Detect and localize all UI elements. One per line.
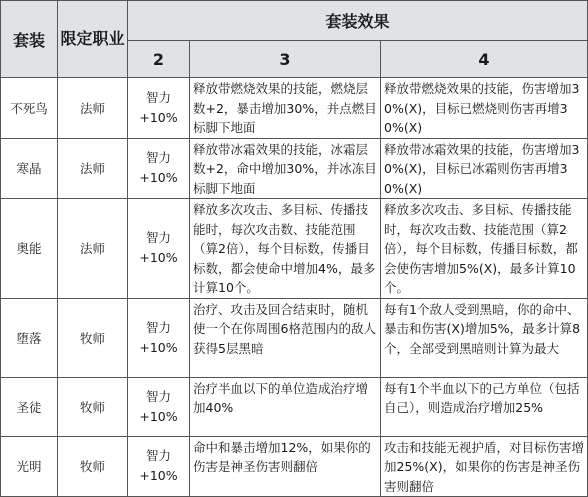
stat-value: +10% bbox=[139, 109, 178, 125]
stat-bonus bbox=[128, 138, 190, 199]
table-row bbox=[1, 298, 588, 377]
class-name: 牧师 bbox=[58, 298, 128, 377]
effect-3-piece: 命中和暴击增加12%，如果你的伤害是神圣伤害则翻倍 bbox=[190, 436, 381, 497]
table-row bbox=[1, 199, 588, 299]
stat-label: 智力 bbox=[145, 388, 171, 404]
effect-4-piece: 释放带冰霜效果的技能，伤害增加30%(X)，目标已冰霜则伤害再增30%(X) bbox=[381, 138, 588, 199]
header-piece-4: 4 bbox=[381, 41, 588, 78]
effect-3-piece: 释放带冰霜效果的技能，冰霜层数+2，命中增加30%，并冰冻目标脚下地面 bbox=[190, 138, 381, 199]
set-name: 光明 bbox=[1, 436, 58, 497]
effect-4-piece: 每有1个半血以下的己方单位（包括自己），则造成治疗增加25% bbox=[381, 377, 588, 436]
class-name: 法师 bbox=[58, 78, 128, 139]
class-name: 牧师 bbox=[58, 377, 128, 436]
stat-value: +10% bbox=[139, 250, 178, 266]
stat-label: 智力 bbox=[145, 448, 171, 464]
stat-label: 智力 bbox=[145, 230, 171, 246]
class-name: 牧师 bbox=[58, 436, 128, 497]
stat-bonus bbox=[128, 436, 190, 497]
set-name: 圣徒 bbox=[1, 377, 58, 436]
stat-value: +10% bbox=[139, 408, 178, 424]
effect-3-piece: 释放多次攻击、多目标、传播技能时，每次攻击数、技能范围（算2倍），每个目标数，传播目标数，都会使命中增加4%，最多计算10个。 bbox=[190, 199, 381, 299]
table-row bbox=[1, 377, 588, 436]
header-row-top bbox=[1, 1, 588, 41]
effect-4-piece: 释放多次攻击、多目标、传播技能时，每次攻击数、技能范围（算2倍），每个目标数，传播目标数，都会使伤害增加5%(X)，最多计算10个。 bbox=[381, 199, 588, 299]
effect-4-piece: 释放带燃烧效果的技能，伤害增加30%(X)，目标已燃烧则伤害再增30%(X) bbox=[381, 78, 588, 139]
stat-value: +10% bbox=[139, 339, 178, 355]
stat-bonus bbox=[128, 298, 190, 377]
header-set: 套装 bbox=[1, 1, 58, 78]
stat-value: +10% bbox=[139, 468, 178, 484]
effect-3-piece: 释放带燃烧效果的技能，燃烧层数+2，暴击增加30%，并点燃目标脚下地面 bbox=[190, 78, 381, 139]
header-effects: 套装效果 bbox=[128, 1, 588, 41]
class-name: 法师 bbox=[58, 138, 128, 199]
table-row bbox=[1, 436, 588, 497]
effect-3-piece: 治疗半血以下的单位造成治疗增加40% bbox=[190, 377, 381, 436]
effect-4-piece: 攻击和技能无视护盾，对目标伤害增加25%(X)，如果你的伤害是神圣伤害则翻倍 bbox=[381, 436, 588, 497]
table-row bbox=[1, 78, 588, 139]
stat-label: 智力 bbox=[145, 319, 171, 335]
set-name: 寒晶 bbox=[1, 138, 58, 199]
effect-4-piece: 每有1个敌人受到黑暗，你的命中、暴击和伤害(X)增加5%，最多计算8个，全部受到黑暗则计算为最大 bbox=[381, 298, 588, 377]
stat-bonus bbox=[128, 78, 190, 139]
stat-bonus bbox=[128, 199, 190, 299]
effect-3-piece: 治疗、攻击及回合结束时，随机使一个在你周围6格范围内的敌人获得5层黑暗 bbox=[190, 298, 381, 377]
set-name: 奥能 bbox=[1, 199, 58, 299]
stat-label: 智力 bbox=[145, 150, 171, 166]
set-name: 不死鸟 bbox=[1, 78, 58, 139]
stat-value: +10% bbox=[139, 170, 178, 186]
set-name: 堕落 bbox=[1, 298, 58, 377]
stat-label: 智力 bbox=[145, 89, 171, 105]
class-name: 法师 bbox=[58, 199, 128, 299]
stat-bonus bbox=[128, 377, 190, 436]
header-piece-2: 2 bbox=[128, 41, 190, 78]
header-piece-3: 3 bbox=[190, 41, 381, 78]
table-row bbox=[1, 138, 588, 199]
header-class: 限定职业 bbox=[58, 1, 128, 78]
